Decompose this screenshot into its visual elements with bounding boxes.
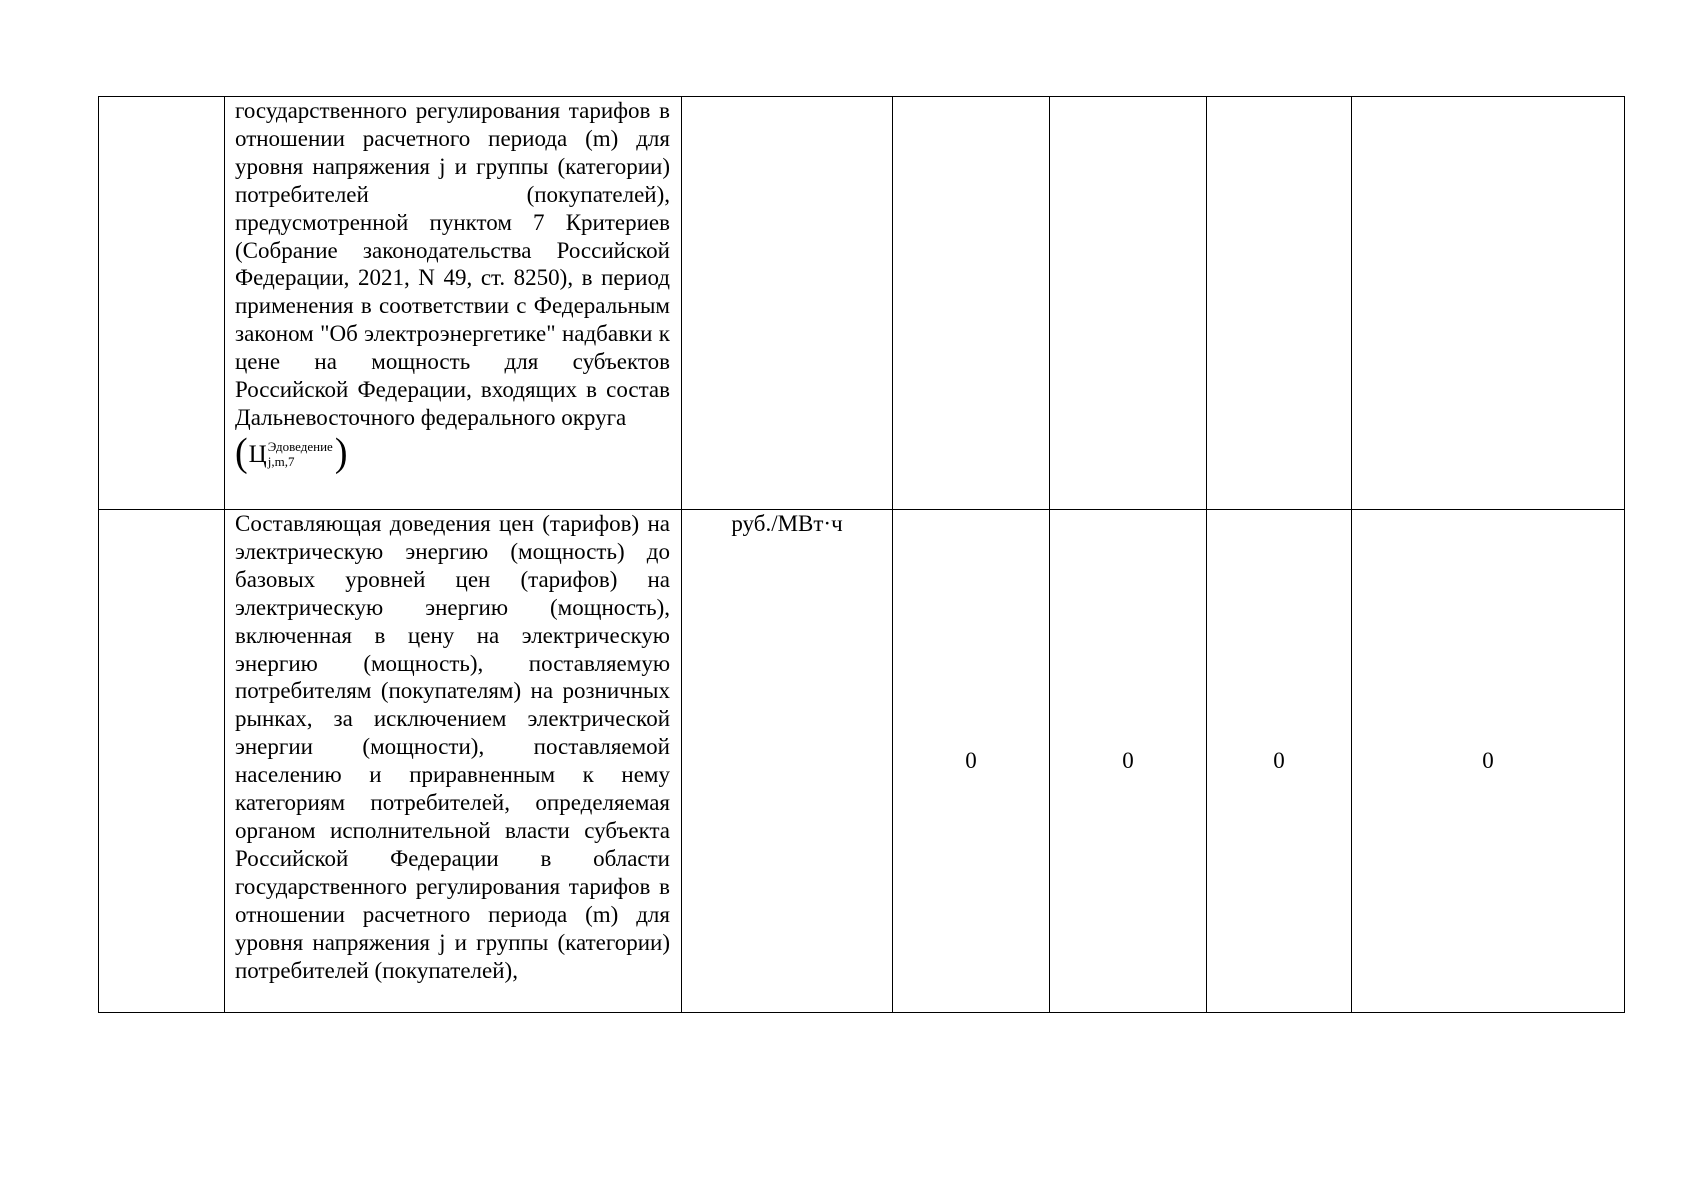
- table-row: [99, 510, 1625, 1013]
- formula-subscript: j,m,7: [267, 453, 295, 469]
- value-cell: 0: [1207, 510, 1352, 1013]
- formula-scripts: [268, 439, 333, 467]
- description-text: государственного регулирования тарифов в отношении расчетного периода (m) для уровня напряжения j и группы (категории) потребителей (покупателей), предусмотренной пунктом 7 Критериев (Собрание законодательства Российской Федерации, 2021, N 49, ст. 8250), в период применения в соответствии с Федеральным законом "Об электроэнергетике" надбавки к цене на мощность для субъектов Российской Федерации, входящих в состав Дальневосточного федерального округа: [235, 98, 670, 430]
- formula-superscript: Эдоведение: [267, 438, 333, 454]
- description-text: Составляющая доведения цен (тарифов) на электрическую энергию (мощность) до базовых уровней цен (тарифов) на электрическую энергию (мощность), включенная в цену на электрическую энергию (мощность), поставляемую потребителям (покупателям) на розничных рынках, за исключением электрической энергии (мощности), поставляемой населению и приравненным к нему категориям потребителей, определяемая органом исполнительной власти субъекта Российской Федерации в области государственного регулирования тарифов в отношении расчетного периода (m) для уровня напряжения j и группы (категории) потребителей (покупателей),: [235, 511, 670, 983]
- number-cell: [99, 97, 225, 510]
- value-cell: 0: [1050, 510, 1207, 1013]
- formula: [235, 430, 348, 475]
- value-cell: [1207, 97, 1352, 510]
- value-cell: [1352, 97, 1625, 510]
- value-cell: 0: [893, 510, 1050, 1013]
- number-cell: [99, 510, 225, 1013]
- value-cell: [893, 97, 1050, 510]
- value-cell: [1050, 97, 1207, 510]
- formula-close-paren: ): [334, 430, 348, 475]
- value-cell: 0: [1352, 510, 1625, 1013]
- description-cell: [225, 510, 682, 1013]
- table-row: [99, 97, 1625, 510]
- unit-cell: [682, 97, 893, 510]
- tariff-table: [98, 96, 1625, 1013]
- formula-open-paren: (: [235, 430, 248, 475]
- unit-cell: руб./МВт·ч: [682, 510, 893, 1013]
- description-cell: [225, 97, 682, 510]
- formula-base: Ц: [248, 441, 267, 469]
